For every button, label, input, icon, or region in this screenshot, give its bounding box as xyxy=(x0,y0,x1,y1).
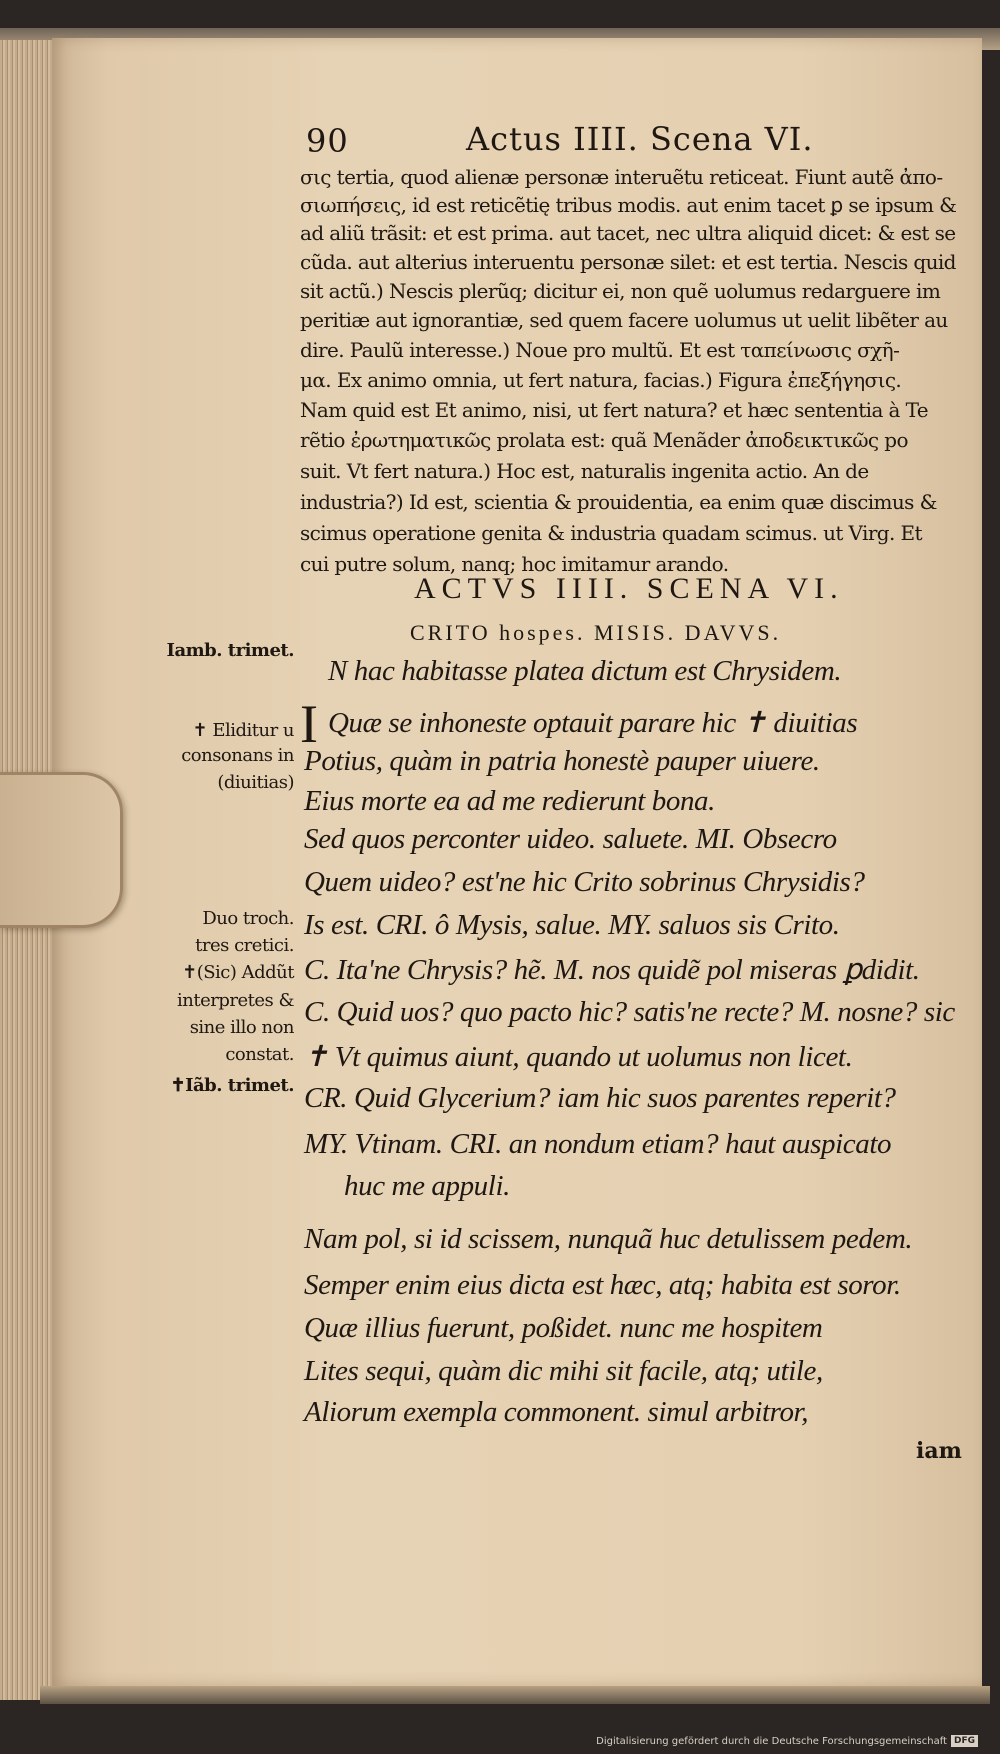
marginal-note: (diuitias) xyxy=(217,772,294,793)
marginal-note: sine illo non xyxy=(189,1017,294,1038)
verse-line: Aliorum exempla commonent. simul arbitror, xyxy=(304,1396,809,1428)
marginal-note: Duo troch. xyxy=(202,908,294,929)
catchword: iam xyxy=(916,1438,962,1464)
initial-letter: I xyxy=(300,694,318,754)
verse-line: CR. Quid Glycerium? iam hic suos parentes reperit? xyxy=(304,1082,896,1114)
verse-line: Potius, quàm in patria honestè pauper uiuere. xyxy=(304,745,820,777)
verse-line: Is est. CRI. ô Mysis, salue. MY. saluos sis Crito. xyxy=(304,909,840,941)
commentary-line: μα. Ex animo omnia, ut fert natura, facias.) Figura ἐπεξήγησις. xyxy=(300,368,902,392)
commentary-line: suit. Vt fert natura.) Hoc est, naturalis ingenita actio. An de xyxy=(300,459,869,483)
marginal-note: constat. xyxy=(225,1044,294,1065)
marginal-note: Iamb. trimet. xyxy=(166,640,294,661)
running-head: Actus IIII. Scena VI. xyxy=(466,120,814,158)
marginal-note: ✝(Sic) Addũt xyxy=(182,962,294,983)
commentary-line: sit actũ.) Nescis plerũq; dicitur ei, non quẽ uolumus redarguere im xyxy=(300,279,941,303)
marginal-note: ✝Iãb. trimet. xyxy=(170,1075,294,1096)
commentary-line: rẽtio ἐρωτηματικῶς prolata est: quã Menãder ἀποδεικτικῶς po xyxy=(300,428,908,452)
marginal-note: tres cretici. xyxy=(195,935,294,956)
verse-line: Sed quos perconter uideo. saluete. MI. Obsecro xyxy=(304,823,837,855)
commentary-line: ad aliũ trãsit: et est prima. aut tacet, nec ultra aliquid dicet: & est se xyxy=(300,221,956,245)
verse-line: ✝ Vt quimus aiunt, quando ut uolumus non licet. xyxy=(304,1041,853,1073)
page-clip xyxy=(0,772,123,928)
book-bottom-edge xyxy=(40,1686,990,1704)
digitization-credit xyxy=(596,1734,978,1750)
dfg-logo: DFG xyxy=(951,1735,978,1747)
commentary-line: σις tertia, quod alienæ personæ interuẽtu reticeat. Fiunt autẽ ἀπο- xyxy=(300,165,943,189)
commentary-line: cui putre solum, nanq; hoc imitamur arando. xyxy=(300,552,729,576)
verse-line: Lites sequi, quàm dic mihi sit facile, atq; utile, xyxy=(304,1355,823,1387)
verse-line: Quæ illius fuerunt, poßidet. nunc me hospitem xyxy=(304,1312,823,1344)
verse-line: N hac habitasse platea dictum est Chrysidem. xyxy=(328,655,842,687)
marginal-note: ✝ Eliditur u xyxy=(192,720,294,741)
commentary-line: scimus operatione genita & industria quadam scimus. ut Virg. Et xyxy=(300,521,922,545)
commentary-line: peritiæ aut ignorantiæ, sed quem facere uolumus ut uelit libẽter au xyxy=(300,308,948,332)
verse-line: Eius morte ea ad me redierunt bona. xyxy=(304,785,716,817)
commentary-line: cũda. aut alterius interuentu personæ silet: et est tertia. Nescis quid xyxy=(300,250,956,274)
commentary-line: industria?) Id est, scientia & prouidentia, ea enim quæ discimus & xyxy=(300,490,937,514)
verse-line: Semper enim eius dicta est hæc, atq; habita est soror. xyxy=(304,1269,901,1301)
verse-line: Quæ se inhoneste optauit parare hic ✝ diuitias xyxy=(328,707,858,739)
verse-line: Nam pol, si id scissem, nunquã huc detulissem pedem. xyxy=(304,1223,913,1255)
page-number: 90 xyxy=(306,122,349,160)
verse-line: C. Quid uos? quo pacto hic? satis'ne recte? M. nosne? sic xyxy=(304,996,955,1028)
verse-line: C. Ita'ne Chrysis? hẽ. M. nos quidẽ pol miseras ꝑdidit. xyxy=(304,954,920,986)
marginal-note: interpretes & xyxy=(177,990,294,1011)
commentary-line: dire. Paulũ interesse.) Noue pro multũ. Et est ταπείνωσις σχῆ- xyxy=(300,338,900,362)
commentary-line: Nam quid est Et animo, nisi, ut fert natura? et hæc sententia à Te xyxy=(300,398,929,422)
marginal-note: consonans in xyxy=(181,745,294,766)
speakers-line: CRITO hospes. MISIS. DAVVS. xyxy=(410,620,782,645)
scene-title: ACTVS IIII. SCENA VI. xyxy=(414,572,844,605)
verse-line: Quem uideo? est'ne hic Crito sobrinus Chrysidis? xyxy=(304,866,865,898)
verse-line: MY. Vtinam. CRI. an nondum etiam? haut auspicato xyxy=(304,1128,892,1160)
credit-text: Digitalisierung gefördert durch die Deutsche Forschungsgemeinschaft xyxy=(596,1736,947,1747)
commentary-line: σιωπήσεις, id est reticẽtię tribus modis. aut enim tacet ꝑ se ipsum & xyxy=(300,193,957,217)
verse-line: huc me appuli. xyxy=(344,1170,510,1202)
